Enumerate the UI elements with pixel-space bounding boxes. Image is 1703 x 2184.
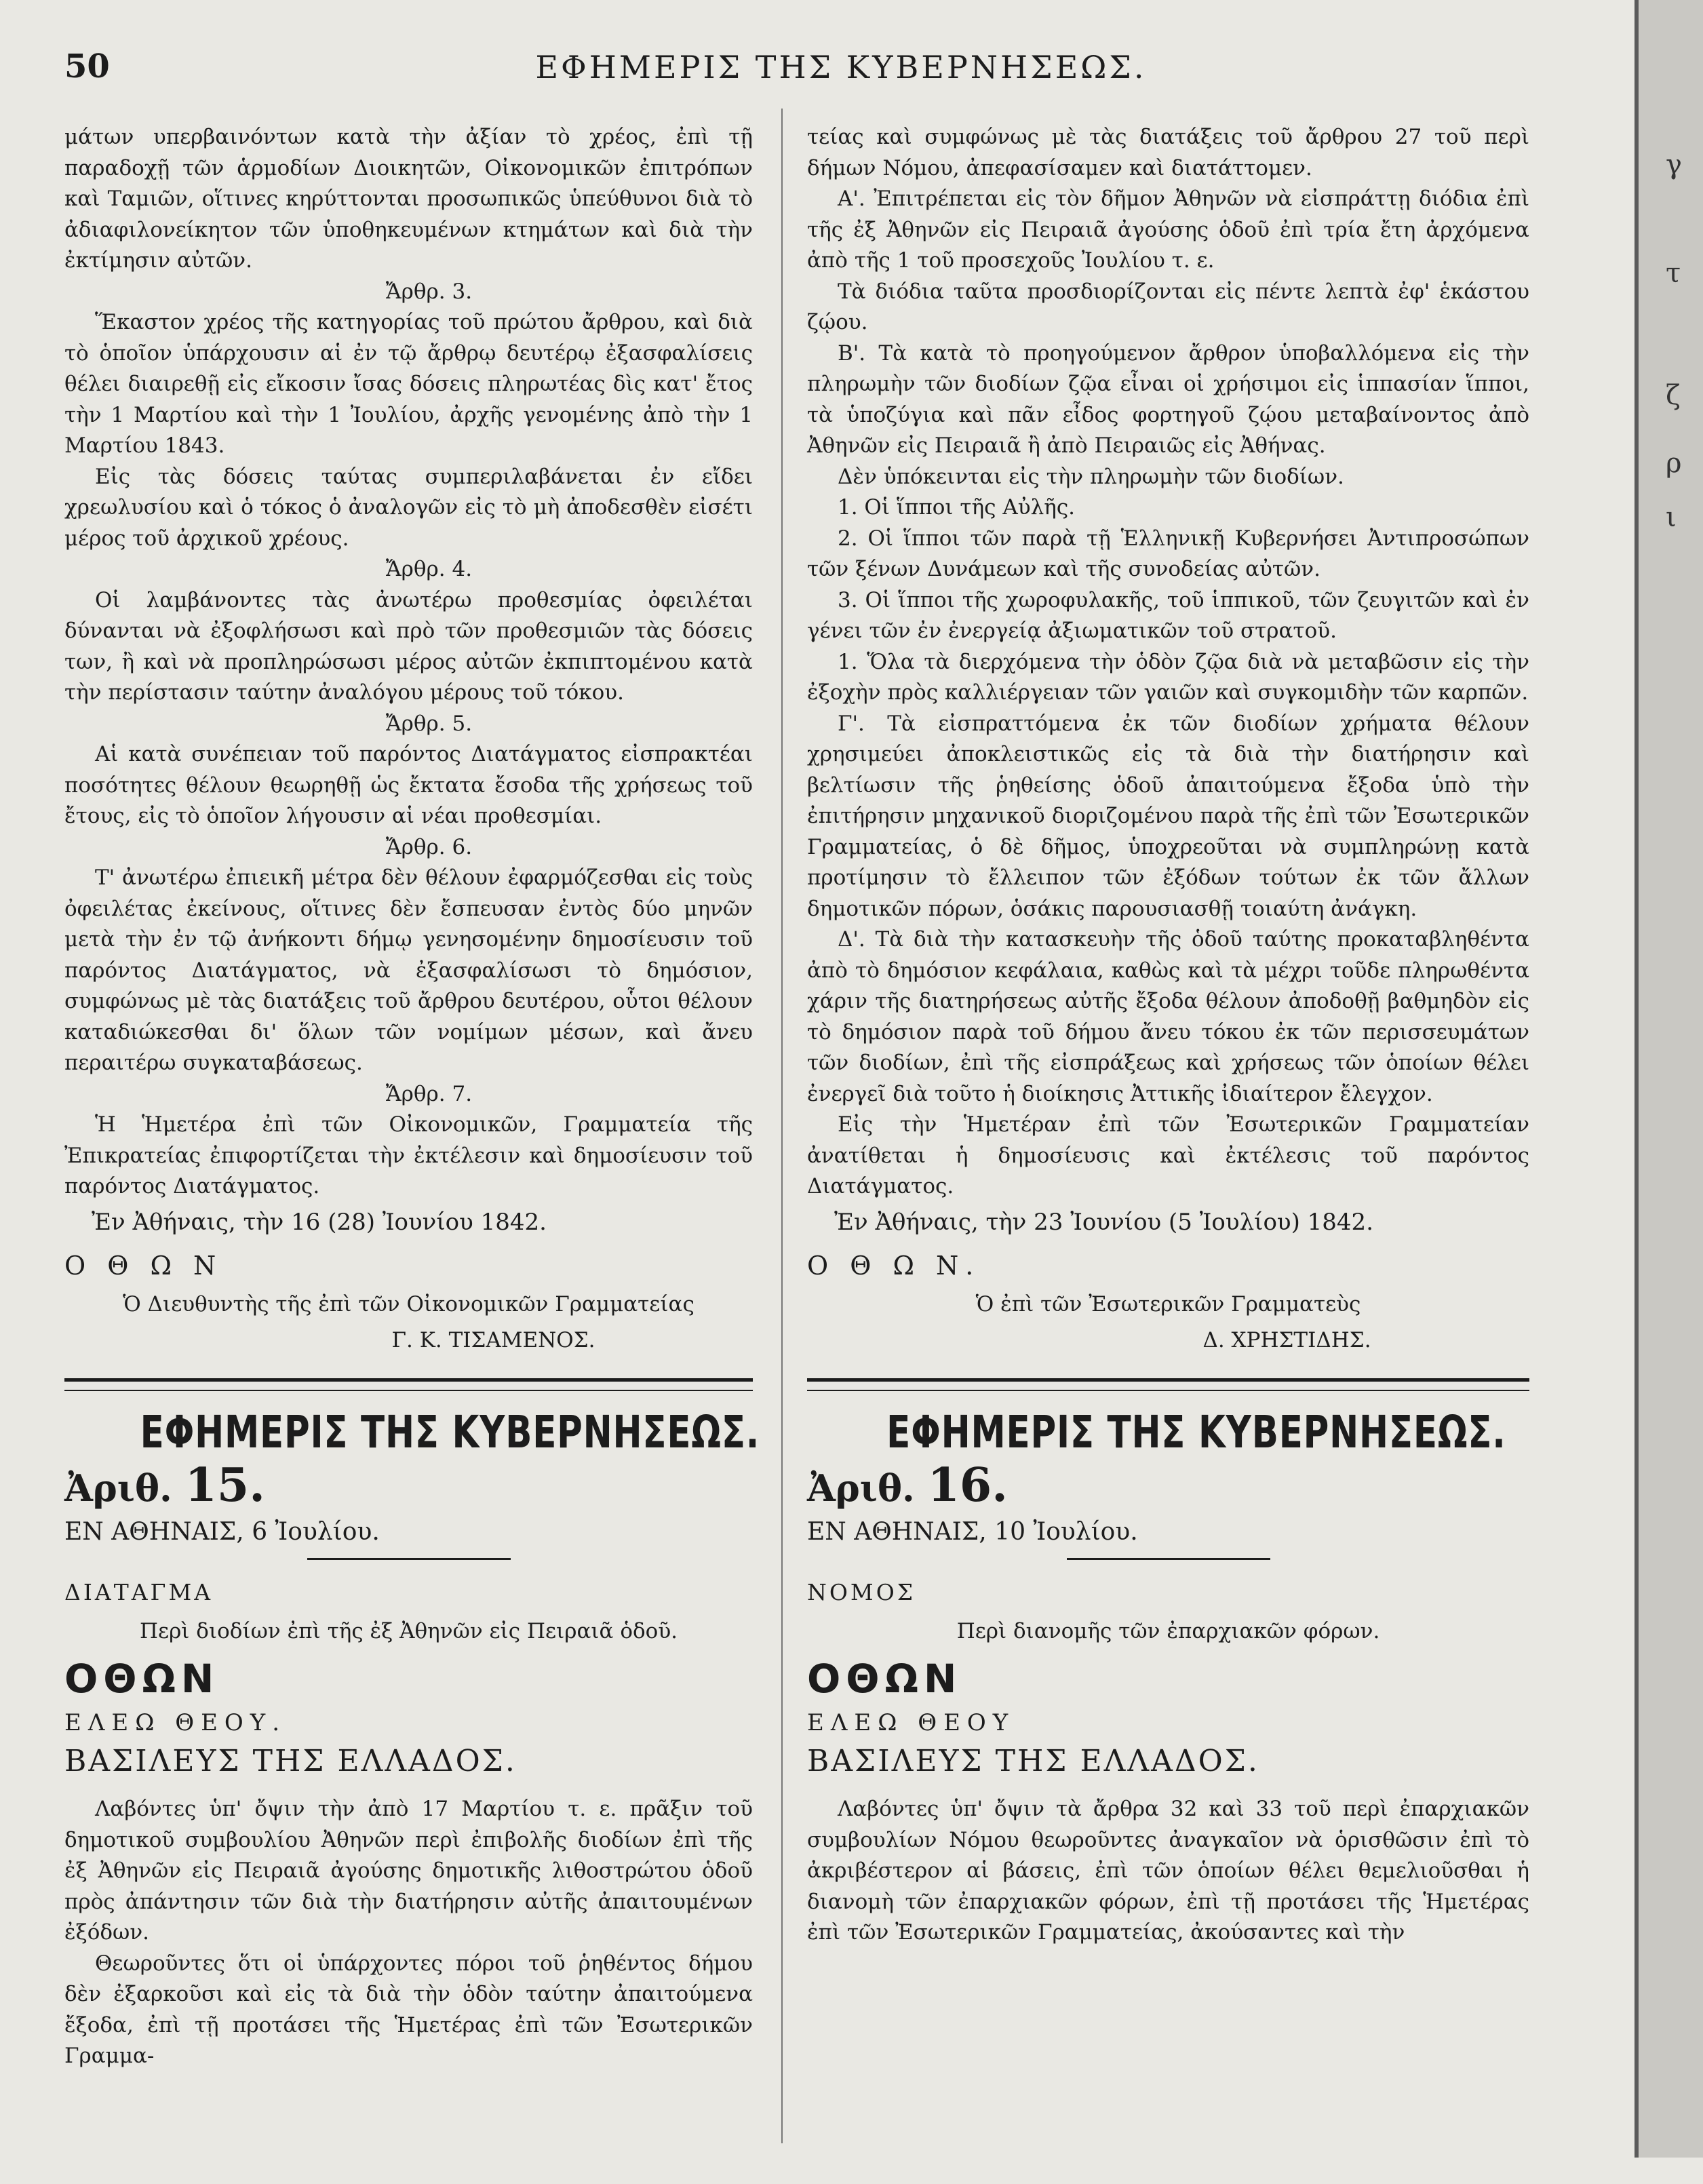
document-type: ΔΙΑΤΑΓΜΑ bbox=[64, 1579, 214, 1605]
minister-title: Ὁ Διευθυντὴς τῆς ἐπὶ τῶν Οἰκονομικῶν Γραμματείας bbox=[123, 1291, 694, 1317]
king-name: ΟΘΩΝ bbox=[64, 1656, 220, 1702]
issue-label: Ἀριθ. bbox=[64, 1466, 172, 1510]
paragraph: Τ' ἀνωτέρω ἐπιεικῆ μέτρα δὲν θέλουν ἐφαρμόζεσθαι εἰς τοὺς ὀφειλέτας ἐκείνους, οἵτινες δὲν ἔσπευσαν ἐντὸς δύο μηνῶν μετὰ τὴν ἐν τῷ ἀνήκοντι δήμῳ γενησομένην δημοσίευσιν τοῦ παρόντος Διατάγματος, νὰ ἐξασφαλίσωσι τὸ δημόσιον, συμφώνως μὲ τὰς διατάξεις τοῦ ἄρθρου δευτέρου, οὗτοι θέλουν καταδιώκεσθαι δι' ὅλων τῶν νομίμων μέσων, καὶ ἄνευ περαιτέρω συγκαταβάσεως. bbox=[64, 865, 753, 1075]
paragraph: Α'. Ἐπιτρέπεται εἰς τὸν δῆμον Ἀθηνῶν νὰ εἰσπράττῃ διόδια ἐπὶ τῆς ἐξ Ἀθηνῶν εἰς Πειραιᾶ ἀγούσης ὁδοῦ ἐπὶ τρία ἔτη ἀρχόμενα ἀπὸ τῆς 1 τοῦ προσεχοῦς Ἰουλίου τ. ε. bbox=[807, 187, 1529, 273]
minister-title: Ὁ ἐπὶ τῶν Ἐσωτερικῶν Γραμματεὺς bbox=[975, 1291, 1361, 1317]
fragment-letter: ζ bbox=[1666, 380, 1681, 411]
right-column bbox=[807, 122, 1529, 1949]
intro-paragraph: μάτων υπερβαινόντων κατὰ τὴν ἀξίαν τὸ χρέος, ἐπὶ τῇ παραδοχῇ τῶν ἁρμοδίων Διοικητῶν, Οἰκονομικῶν ἐπιτρόπων καὶ Ταμιῶν, οἵτινες κηρύττονται προσωπικῶς ὑπεύθυνοι διὰ τὸ ἀδιαφιλονείκητον τῶν ὑποθηκευμένων κτημάτων καὶ διὰ τὴν ἐκτίμησιν αὐτῶν. bbox=[64, 125, 753, 273]
article-heading: Ἄρθρ. 7. bbox=[385, 1081, 473, 1106]
column-divider bbox=[781, 109, 783, 2143]
short-rule bbox=[307, 1558, 511, 1560]
list-item: 1. Ὅλα τὰ διερχόμενα τὴν ὁδὸν ζῷα διὰ νὰ μεταβῶσιν εἰς τὴν ἐξοχὴν πρὸς καλλιέργειαν τῶν γαιῶν καὶ συγκομιδὴν τῶν καρπῶν. bbox=[807, 649, 1529, 705]
paragraph: Ἕκαστον χρέος τῆς κατηγορίας τοῦ πρώτου ἄρθρου, καὶ διὰ τὸ ὁποῖον ὑπάρχουσιν αἱ ἐν τῷ ἄρθρῳ δευτέρῳ ἐξασφαλίσεις θέλει διαιρεθῇ εἰς εἴκοσιν ἴσας δόσεις πληρωτέας δὶς κατ' ἔτος τὴν 1 Μαρτίου καὶ τὴν 1 Ἰουλίου, ἀρχῆς γενομένης ἀπὸ τὴν 1 Μαρτίου 1843. bbox=[64, 310, 753, 458]
paragraph: Λαβόντες ὑπ' ὄψιν τὴν ἀπὸ 17 Μαρτίου τ. ε. πρᾶξιν τοῦ δημοτικοῦ συμβουλίου Ἀθηνῶν περὶ ἐπιβολῆς διοδίων ἐπὶ τῆς ἐξ Ἀθηνῶν εἰς Πειραιᾶ ἀγούσης δημοτικῆς λιθοστρώτου ὁδοῦ πρὸς ἀπάντησιν τῶν διὰ τὴν διατήρησιν αὐτῆς ἀπαιτουμένων ἐξόδων. bbox=[64, 1797, 753, 1945]
fragment-letter: ρ bbox=[1666, 448, 1682, 479]
paragraph: Αἱ κατὰ συνέπειαν τοῦ παρόντος Διατάγματος εἰσπρακτέαι ποσότητες θέλουν θεωρηθῇ ὡς ἔκτατα ἔσοδα τῆς χρήσεως τοῦ ἔτους, εἰς τὸ ὁποῖον λήγουσιν αἱ νέαι προθεσμίαι. bbox=[64, 742, 753, 828]
issue-number bbox=[64, 1458, 753, 1513]
place-date: ΕΝ ΑΘΗΝΑΙΣ, 10 Ἰουλίου. bbox=[807, 1518, 1138, 1546]
article-heading: Ἄρθρ. 3. bbox=[385, 279, 473, 304]
king-signature: Ο Θ Ω Ν. bbox=[807, 1250, 981, 1281]
document-type: ΝΟΜΟΣ bbox=[807, 1579, 916, 1605]
date-line: Ἐν Ἀθήναις, τὴν 23 Ἰουνίου (5 Ἰουλίου) 1842. bbox=[834, 1208, 1373, 1236]
section-rule bbox=[807, 1378, 1529, 1391]
paragraph: Εἰς τὰς δόσεις ταύτας συμπεριλαβάνεται ἐν εἴδει χρεωλυσίου καὶ ὁ τόκος ὁ ἀναλογῶν εἰς τὸ μὴ ἀποδεσθὲν εἰσέτι μέρος τοῦ ἀρχικοῦ χρέους. bbox=[64, 464, 753, 551]
king-signature: Ο Θ Ω Ν bbox=[64, 1250, 223, 1281]
continued-paragraph: τείας καὶ συμφώνως μὲ τὰς διατάξεις τοῦ ἄρθρου 27 τοῦ περὶ δήμων Νόμου, ἀπεφασίσαμεν καὶ διατάττομεν. bbox=[807, 125, 1529, 180]
list-item: 2. Οἱ ἵπποι τῶν παρὰ τῇ Ἑλληνικῇ Κυβερνήσει Ἀντιπροσώπων τῶν ξένων Δυνάμεων καὶ τῆς συνοδείας αὐτῶν. bbox=[807, 526, 1529, 581]
by-grace-of-god: ΕΛΕΩ ΘΕΟΥ. bbox=[64, 1709, 287, 1736]
section-rule bbox=[64, 1378, 753, 1391]
by-grace-of-god: ΕΛΕΩ ΘΕΟΥ bbox=[807, 1709, 1015, 1736]
issue-label: Ἀριθ. bbox=[807, 1466, 915, 1510]
paragraph: Β'. Τὰ κατὰ τὸ προηγούμενον ἄρθρον ὑποβαλλόμενα εἰς τὴν πληρωμὴν τῶν διοδίων ζῷα εἶναι οἱ χρήσιμοι εἰς ἱππασίαν ἵπποι, τὰ ὑποζύγια καὶ πᾶν εἶδος φορτηγοῦ ζῴου μεταβαίνοντος ἀπὸ Ἀθηνῶν εἰς Πειραιᾶ ἢ ἀπὸ Πειραιῶς εἰς Ἀθήνας. bbox=[807, 340, 1529, 458]
king-title: ΒΑΣΙΛΕΥΣ ΤΗΣ ΕΛΛΑΔΟΣ. bbox=[64, 1744, 517, 1778]
fragment-letter: ι bbox=[1666, 502, 1677, 533]
paragraph: Τὰ διόδια ταῦτα προσδιορίζονται εἰς πέντε λεπτὰ ἐφ' ἑκάστου ζῴου. bbox=[807, 279, 1529, 334]
article-heading: Ἄρθρ. 4. bbox=[385, 557, 473, 581]
page-number: 50 bbox=[64, 47, 110, 85]
paragraph: Γ'. Τὰ εἰσπραττόμενα ἐκ τῶν διοδίων χρήματα θέλουν χρησιμεύει ἀποκλειστικῶς εἰς τὰ διὰ τὴν διατήρησιν καὶ βελτίωσιν τῆς ῥηθείσης ὁδοῦ ἀπαιτούμενα ἔξοδα ὑπὸ τὴν ἐπιτήρησιν μηχανικοῦ διοριζομένου παρὰ τῆς ἐπὶ τῶν Ἐσωτερικῶν Γραμματείας, ὁ δὲ δῆμος, ὑποχρεοῦται νὰ συμπληρώνῃ κατὰ προτίμησιν τὸ ἔλλειπον τῶν ἐξόδων τούτων ἐκ τῶν ἄλλων δημοτικῶν πόρων, ὁσάκις παρουσιασθῇ τοιαύτη ἀνάγκη. bbox=[807, 711, 1529, 921]
minister-name: Γ. Κ. ΤΙΣΑΜΕΝΟΣ. bbox=[391, 1328, 595, 1352]
masthead: ΕΦΗΜΕΡΙΣ ΤΗΣ ΚΥΒΕΡΝΗΣΕΩΣ. bbox=[140, 1406, 760, 1458]
paragraph: Οἱ λαμβάνοντες τὰς ἀνωτέρω προθεσμίας ὀφειλέται δύνανται νὰ ἐξοφλήσωσι καὶ πρὸ τῶν προθεσμιῶν τὰς δόσεις των, ἢ καὶ νὰ προπληρώσωσι μέρος αὐτῶν ἐκπιπτομένου κατὰ τὴν περίστασιν ταύτην ἀναλόγου μέρους τοῦ τόκου. bbox=[64, 587, 753, 705]
running-head bbox=[64, 47, 1618, 88]
adjacent-page-fragments bbox=[1639, 149, 1703, 2184]
king-title: ΒΑΣΙΛΕΥΣ ΤΗΣ ΕΛΛΑΔΟΣ. bbox=[807, 1744, 1259, 1778]
place-date: ΕΝ ΑΘΗΝΑΙΣ, 6 Ἰουλίου. bbox=[64, 1518, 380, 1546]
issue-number bbox=[807, 1458, 1529, 1513]
paragraph: Θεωροῦντες ὅτι οἱ ὑπάρχοντες πόροι τοῦ ῥηθέντος δήμου δὲν ἐξαρκοῦσι καὶ εἰς τὰ διὰ τὴν ὁδὸν ταύτην ἀπαιτούμενα ἔξοδα, ἐπὶ τῇ προτάσει τῆς Ἡμετέρας ἐπὶ τῶν Ἐσωτερικῶν Γραμμα- bbox=[64, 1951, 753, 2068]
issue-value: 16. bbox=[927, 1458, 1008, 1513]
paragraph: Δὲν ὑπόκεινται εἰς τὴν πληρωμὴν τῶν διοδίων. bbox=[838, 464, 1344, 489]
document-subject: Περὶ διανομῆς τῶν ἐπαρχιακῶν φόρων. bbox=[956, 1619, 1380, 1643]
short-rule bbox=[1067, 1558, 1270, 1560]
masthead: ΕΦΗΜΕΡΙΣ ΤΗΣ ΚΥΒΕΡΝΗΣΕΩΣ. bbox=[886, 1406, 1506, 1458]
king-name: ΟΘΩΝ bbox=[807, 1656, 962, 1702]
left-column bbox=[64, 122, 760, 2072]
article-heading: Ἄρθρ. 6. bbox=[385, 834, 473, 859]
document-subject: Περὶ διοδίων ἐπὶ τῆς ἐξ Ἀθηνῶν εἰς Πειραιᾶ ὁδοῦ. bbox=[139, 1619, 678, 1643]
paragraph: Δ'. Τὰ διὰ τὴν κατασκευὴν τῆς ὁδοῦ ταύτης προκαταβληθέντα ἀπὸ τὸ δημόσιον κεφάλαια, καθὼς καὶ τὰ μέχρι τοῦδε πληρωθέντα χάριν τῆς διατηρήσεως αὐτῆς ἔξοδα θέλουν ἀποδοθῇ βαθμηδὸν εἰς τὸ δημόσιον παρὰ τοῦ δήμου ἄνευ τόκου ἐκ τῶν περισσευμάτων τῶν διοδίων, ἐπὶ τῆς εἰσπράξεως καὶ χρήσεως τῶν ὁποίων θέλει ἐνεργεῖ διὰ τοῦτο ἡ διοίκησις Ἀττικῆς ἰδιαίτερον ἔλεγχον. bbox=[807, 927, 1529, 1106]
list-item: 1. Οἱ ἵπποι τῆς Αὐλῆς. bbox=[838, 495, 1076, 520]
list-item: 3. Οἱ ἵπποι τῆς χωροφυλακῆς, τοῦ ἱππικοῦ, τῶν ζευγιτῶν καὶ ἐν γένει τῶν ἐν ἐνεργείᾳ ἀξιωματικῶν τοῦ στρατοῦ. bbox=[807, 587, 1529, 643]
issue-value: 15. bbox=[184, 1458, 265, 1513]
fragment-letter: τ bbox=[1666, 258, 1681, 289]
minister-name: Δ. ΧΡΗΣΤΙΔΗΣ. bbox=[1202, 1328, 1371, 1352]
article-heading: Ἄρθρ. 5. bbox=[385, 711, 473, 736]
date-line: Ἐν Ἀθήναις, τὴν 16 (28) Ἰουνίου 1842. bbox=[92, 1208, 547, 1236]
paragraph: Λαβόντες ὑπ' ὄψιν τὰ ἄρθρα 32 καὶ 33 τοῦ περὶ ἐπαρχιακῶν συμβουλίων Νόμου θεωροῦντες ἀναγκαῖον νὰ ὁρισθῶσιν ἐπὶ τὸ ἀκριβέστερον αἱ βάσεις, ἐπὶ τῶν ὁποίων θέλει θεμελιοῦσθαι ἡ διανομὴ τῶν ἐπαρχιακῶν φόρων, ἐπὶ τῇ προτάσει τῆς Ἡμετέρας ἐπὶ τῶν Ἐσωτερικῶν Γραμματείας, ἀκούσαντες καὶ τὴν bbox=[807, 1797, 1529, 1945]
paragraph: Εἰς τὴν Ἡμετέραν ἐπὶ τῶν Ἐσωτερικῶν Γραμματείαν ἀνατίθεται ἡ δημοσίευσις καὶ ἐκτέλεσις τοῦ παρόντος Διατάγματος. bbox=[807, 1112, 1529, 1198]
journal-title: ΕΦΗΜΕΡΙΣ ΤΗΣ ΚΥΒΕΡΝΗΣΕΩΣ. bbox=[535, 49, 1147, 85]
paragraph: Ἡ Ἡμετέρα ἐπὶ τῶν Οἰκονομικῶν, Γραμματεία τῆς Ἐπικρατείας ἐπιφορτίζεται τὴν ἐκτέλεσιν καὶ δημοσίευσιν τοῦ παρόντος Διατάγματος. bbox=[64, 1112, 753, 1198]
fragment-letter: γ bbox=[1666, 149, 1682, 180]
